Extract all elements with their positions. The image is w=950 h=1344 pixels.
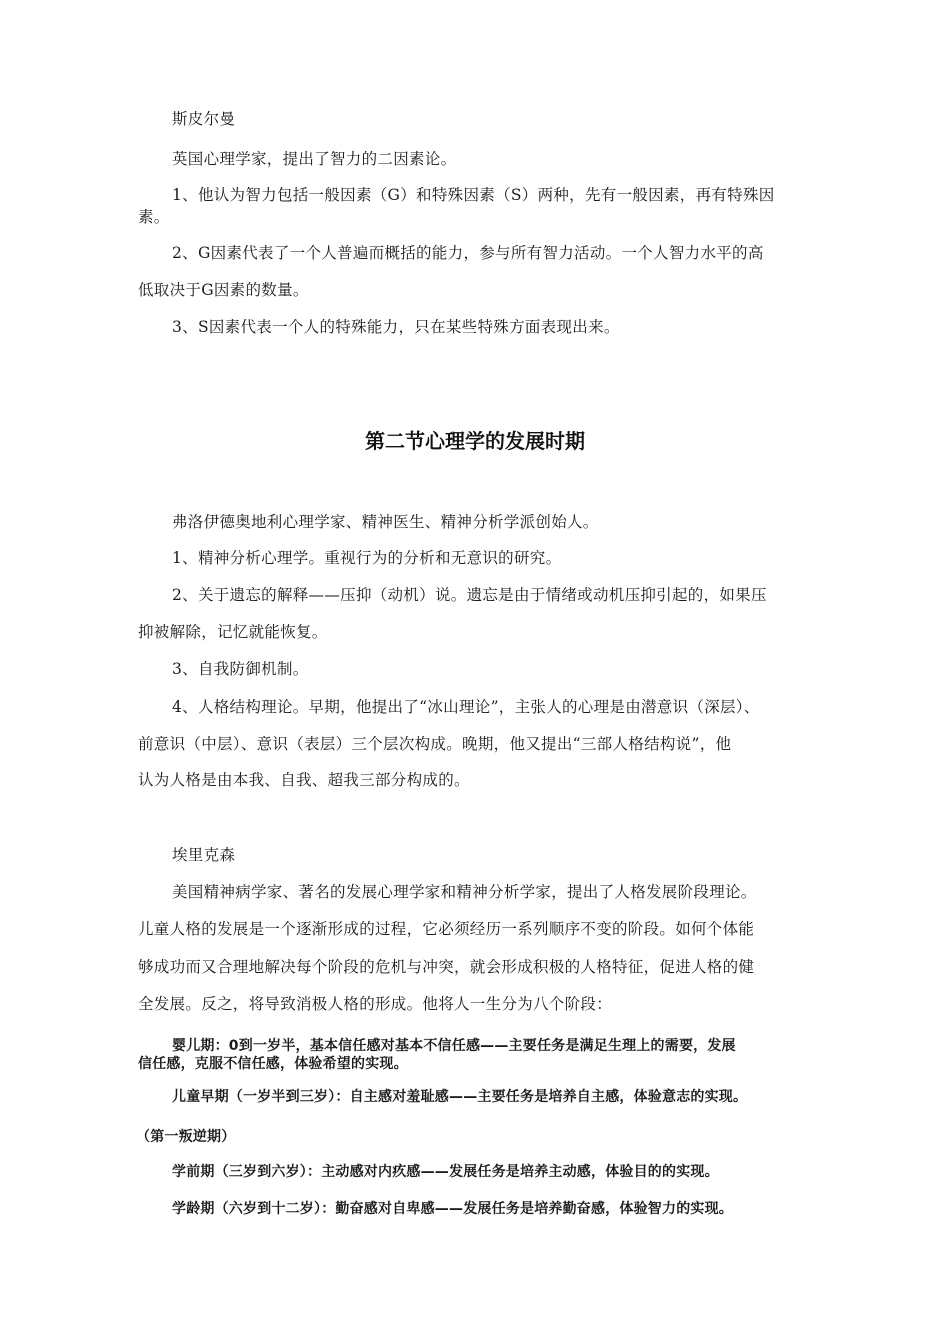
erikson-stage-infancy-line-1: 婴儿期：0到一岁半，基本信任感对基本不信任感——主要任务是满足生理上的需要，发展 bbox=[172, 1038, 736, 1054]
freud-point-2-line-2: 抑被解除，记忆就能恢复。 bbox=[138, 623, 328, 641]
freud-point-4-line-1: 4、人格结构理论。早期，他提出了“冰山理论”，主张人的心理是由潜意识（深层）、 bbox=[172, 698, 760, 716]
freud-point-2-line-1: 2、关于遗忘的解释——压抑（动机）说。遗忘是由于情绪或动机压抑引起的，如果压 bbox=[172, 586, 767, 604]
erikson-body-line-3: 全发展。反之，将导致消极人格的形成。他将人一生分为八个阶段： bbox=[138, 995, 613, 1013]
freud-point-3: 3、自我防御机制。 bbox=[172, 660, 309, 678]
spearman-intro: 英国心理学家，提出了智力的二因素论。 bbox=[172, 150, 457, 168]
erikson-stage-early-childhood-line-2: （第一叛逆期） bbox=[136, 1129, 236, 1145]
erikson-stage-school-age: 学龄期（六岁到十二岁）：勤奋感对自卑感——发展任务是培养勤奋感，体验智力的实现。 bbox=[172, 1201, 733, 1217]
erikson-body-line-1: 儿童人格的发展是一个逐渐形成的过程，它必须经历一系列顺序不变的阶段。如何个体能 bbox=[138, 920, 755, 938]
spearman-point-1-line-2: 素。 bbox=[138, 208, 170, 226]
freud-intro: 弗洛伊德奥地利心理学家、精神医生、精神分析学派创始人。 bbox=[172, 513, 599, 531]
spearman-point-2-line-1: 2、G因素代表了一个人普遍而概括的能力，参与所有智力活动。一个人智力水平的高 bbox=[172, 244, 764, 262]
spearman-point-1-line-1: 1、他认为智力包括一般因素（G）和特殊因素（S）两种，先有一般因素，再有特殊因 bbox=[172, 186, 775, 204]
spearman-heading: 斯皮尔曼 bbox=[172, 110, 236, 128]
erikson-heading: 埃里克森 bbox=[172, 846, 236, 864]
erikson-stage-infancy-line-2: 信任感，克服不信任感，体验希望的实现。 bbox=[138, 1056, 408, 1072]
erikson-body-line-2: 够成功而又合理地解决每个阶段的危机与冲突，就会形成积极的人格特征，促进人格的健 bbox=[138, 958, 755, 976]
erikson-stage-early-childhood-line-1: 儿童早期（一岁半到三岁）：自主感对羞耻感——主要任务是培养自主感，体验意志的实现。 bbox=[172, 1089, 748, 1105]
section-title: 第二节心理学的发展时期 bbox=[365, 429, 585, 453]
spearman-point-2-line-2: 低取决于G因素的数量。 bbox=[138, 281, 309, 299]
erikson-intro: 美国精神病学家、著名的发展心理学家和精神分析学家，提出了人格发展阶段理论。 bbox=[172, 883, 757, 901]
freud-point-4-line-2: 前意识（中层）、意识（表层）三个层次构成。晚期，他又提出“三部人格结构说”，他 bbox=[138, 735, 732, 753]
spearman-point-3: 3、S因素代表一个人的特殊能力，只在某些特殊方面表现出来。 bbox=[172, 318, 620, 336]
freud-point-4-line-3: 认为人格是由本我、自我、超我三部分构成的。 bbox=[138, 771, 470, 789]
freud-point-1: 1、精神分析心理学。重视行为的分析和无意识的研究。 bbox=[172, 549, 562, 567]
erikson-stage-preschool: 学前期（三岁到六岁）：主动感对内疚感——发展任务是培养主动感，体验目的的实现。 bbox=[172, 1164, 719, 1180]
